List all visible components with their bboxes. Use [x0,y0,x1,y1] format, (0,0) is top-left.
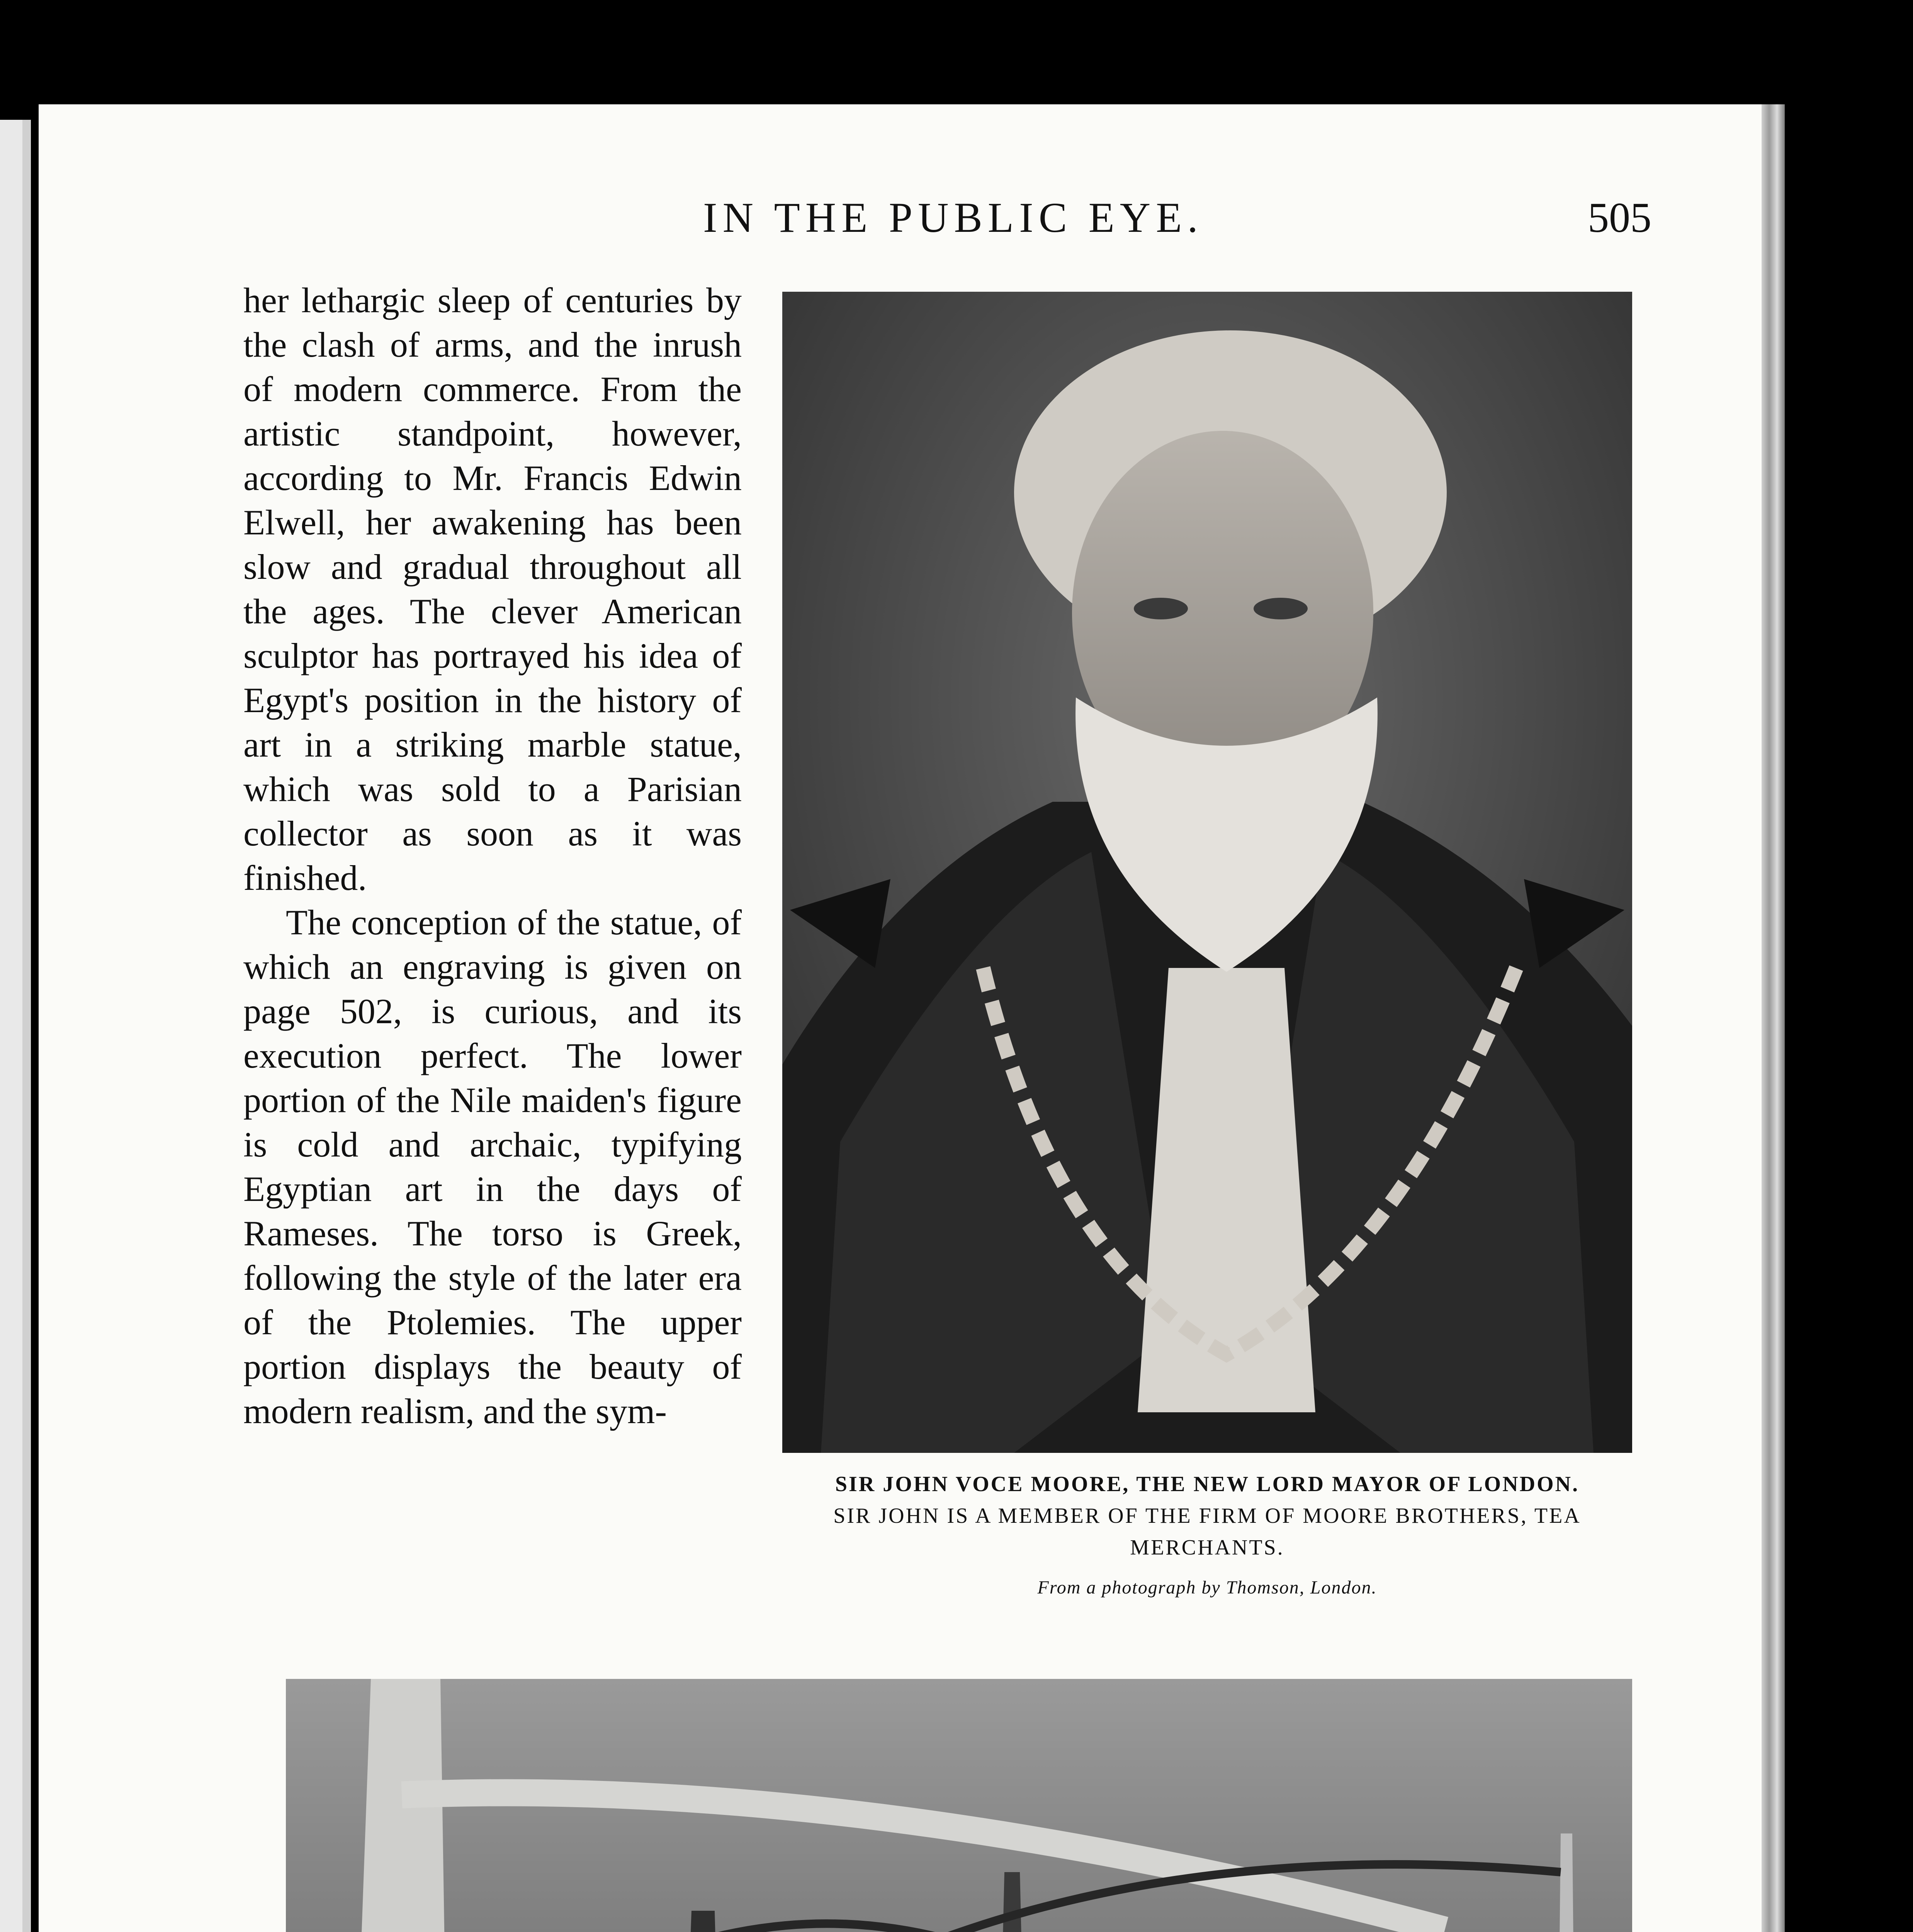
portrait-photo [782,292,1632,1453]
article-paragraph: her lethargic sleep of centuries by the clash of arms, and the inrush of modern commerce. From the artistic standpoint, however, according to Mr. Francis Edwin Elwell, her awakening has been slow and gradual throughout all the ages. The clever American sculptor has portrayed his idea of Egypt's position in the history of art in a striking marble statue, which was sold to a Parisian collector as soon as it was finished. [243,281,742,898]
page-stack-edge [1762,104,1785,1932]
page-number: 505 [1588,194,1651,241]
running-head: IN THE PUBLIC EYE. [703,194,1203,241]
portrait-caption-detail: SIR JOHN IS A MEMBER OF THE FIRM OF MOORE BROTHERS, TEA MERCHANTS. [833,1504,1581,1560]
left-page-edge [0,120,31,1932]
portrait-caption-title: SIR JOHN VOCE MOORE, THE NEW LORD MAYOR OF LONDON. [835,1472,1580,1496]
article-text-column [243,278,742,1434]
article-paragraph: The conception of the statue, of which an engraving is given on page 502, is curious, and its execution perfect. The lower portion of the Nile maiden's figure is cold and archaic, typifying Egyptian art in the days of Rameses. The torso is Greek, following the style of the later era of the Ptolemies. The upper portion displays the beauty of modern realism, and the sym- [243,903,742,1431]
portrait-photo-credit: From a photograph by Thomson, London. [1037,1577,1377,1598]
portrait-caption [769,1468,1646,1604]
boston-common-photo [286,1679,1632,1932]
